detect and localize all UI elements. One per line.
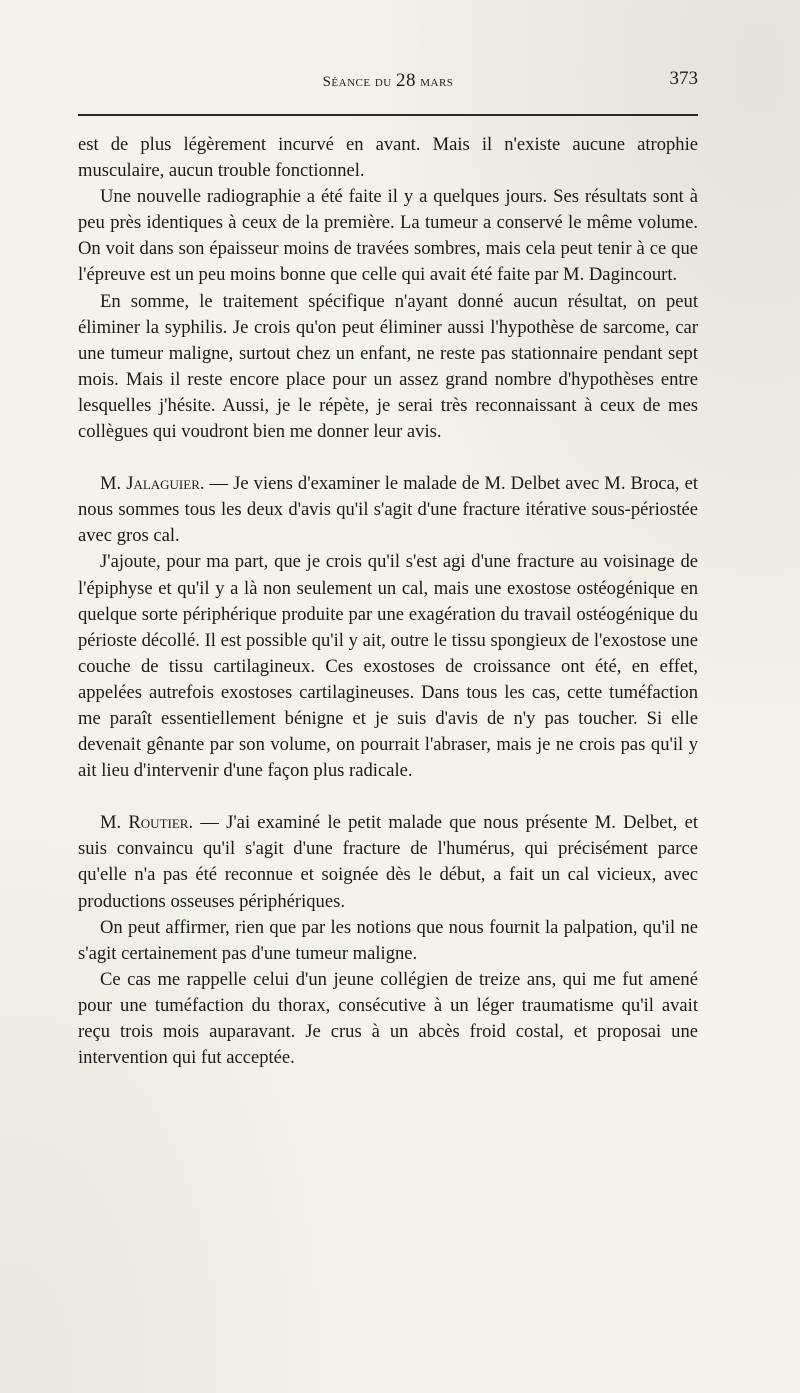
speech-routier-text: . — J'ai examiné le petit malade que nous présente M. Delbet, et suis convaincu qu'il s'agit d'une fracture de l'humérus, qui précisément parce qu'elle n'a pas été reconnue et soignée dès le début, a fait un cal vicieux, avec productions osseuses périphériques. — [78, 812, 698, 912]
speech-jalaguier-text: . — Je viens d'examiner le malade de M. Delbet avec M. Broca, et nous sommes tous les deux d'avis qu'il s'agit d'une fracture itérative sous-périostée avec gros cal. — [78, 473, 698, 547]
speaker-name-routier: Routier — [128, 812, 189, 834]
paragraph-conclusion: En somme, le traitement spécifique n'ayant donné aucun résultat, on peut éliminer la syphilis. Je crois qu'on peut éliminer aussi l'hypothèse de sarcome, car une tumeur maligne, surtout chez un enfant, ne reste pas stationnaire pendant sept mois. Mais il reste encore place pour un assez grand nombre d'hypothèses entre lesquelles j'hésite. Aussi, je le répète, je serai très reconnaissant à ceux de mes collègues qui voudront bien me donner leur avis. — [78, 290, 698, 443]
speech-routier — [78, 810, 698, 914]
speaker-name-jalaguier: Jalaguier — [126, 473, 200, 495]
speaker-prefix: M. — [100, 473, 127, 495]
speech-jalaguier — [78, 471, 698, 549]
page-number: 373 — [669, 68, 698, 89]
paragraph-case: Ce cas me rappelle celui d'un jeune collégien de treize ans, qui me fut amené pour une tuméfaction du thorax, consécutive à un léger traumatisme qu'il avait reçu trois mois auparavant. Je crus à un abcès froid costal, et proposai une intervention qui fut acceptée. — [78, 968, 698, 1069]
running-title — [78, 70, 698, 92]
header-rule — [78, 114, 698, 116]
paragraph-continued: est de plus légèrement incurvé en avant. Mais il n'existe aucune atrophie musculaire, aucun trouble fonctionnel. — [78, 134, 698, 182]
paragraph-exostose: J'ajoute, pour ma part, que je crois qu'il s'est agi d'une fracture au voisinage de l'épiphyse et qu'il y a là non seulement un cal, mais une exostose ostéogénique en quelque sorte périphérique produite par une exagération du travail ostéogénique du périoste décollé. Il est possible qu'il y ait, outre le tissu spongieux de l'exostose une couche de tissu cartilagineux. Ces exostoses de croissance ont été, en effet, appelées autrefois exostoses cartilagineuses. Dans tous les cas, cette tuméfaction me paraît essentiellement bénigne et je suis d'avis de n'y pas toucher. Si elle devenait gênante par son volume, on pourrait l'abraser, mais je ne crois pas qu'il y ait lieu d'intervenir d'une façon plus radicale. — [78, 551, 698, 782]
running-title-date: 28 — [395, 70, 416, 91]
running-head — [78, 70, 698, 94]
body-text — [78, 132, 698, 1071]
paragraph-palpation: On peut affirmer, rien que par les notions que nous fournit la palpation, qu'il ne s'agit certainement pas d'une tumeur maligne. — [78, 916, 698, 964]
speaker-prefix: M. — [100, 812, 129, 834]
running-title-part-b: mars — [415, 74, 454, 90]
paragraph-radiography: Une nouvelle radiographie a été faite il y a quelques jours. Ses résultats sont à peu près identiques à ceux de la première. La tumeur a conservé le même volume. On voit dans son épaisseur moins de travées sombres, mais cela peut tenir à ce que l'épreuve est un peu moins bonne que celle qui avait été faite par M. Dagincourt. — [78, 186, 698, 286]
running-title-part-a: Séance du — [322, 74, 396, 90]
